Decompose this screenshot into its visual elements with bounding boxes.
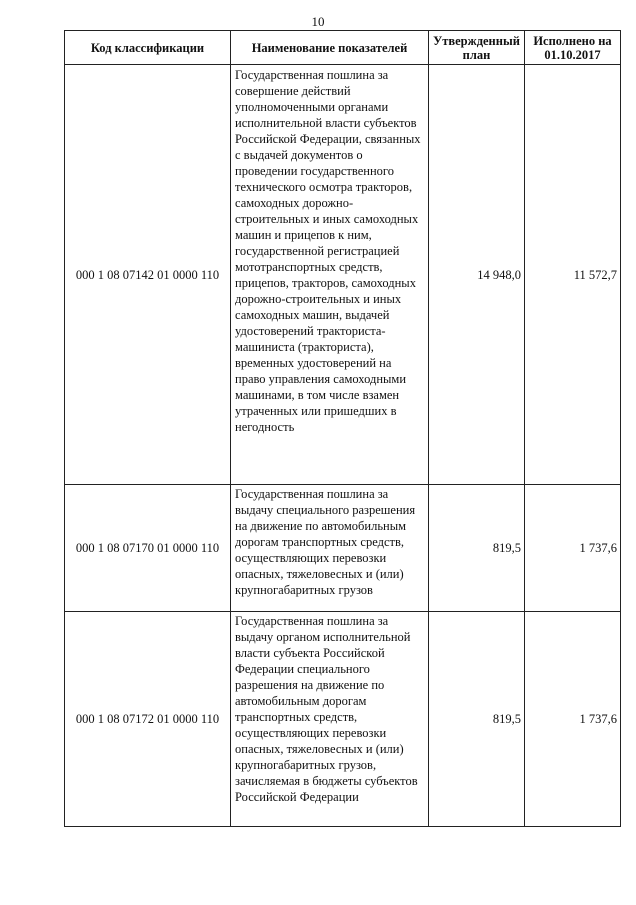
row-executed: 1 737,6 <box>525 612 621 827</box>
row-plan: 819,5 <box>429 485 525 612</box>
row-name-text: Государственная пошлина за совершение действий уполномоченными органами исполнительной власти субъектов Российской Федерации, связанных с выдачей документов о проведении государственного технического осмотра тракторов, самоходных дорожно-строительных и иных самоходных машин и прицепов к ним, государственной регистрацией мототранспортных средств, прицепов, тракторов, самоходных дорожно-строительных и иных самоходных машин, выдачей удостоверений тракториста-машиниста (тракториста), временных удостоверений на право управления самоходными машинами, в том числе взамен утраченных или пришедших в негодность <box>235 68 421 434</box>
table-row <box>65 612 621 827</box>
row-name-text: Государственная пошлина за выдачу специального разрешения на движение по автомобильным дорогам транспортных средств, осуществляющих перевозки опасных, тяжеловесных и (или) крупногабаритных грузов <box>235 487 416 597</box>
table-row <box>65 65 621 485</box>
header-executed: Исполнено на 01.10.2017 <box>525 31 621 65</box>
row-executed: 11 572,7 <box>525 65 621 485</box>
row-plan: 819,5 <box>429 612 525 827</box>
row-name-text: Государственная пошлина за выдачу органом исполнительной власти субъекта Российской Федерации специального разрешения на движение по автомобильным дорогам транспортных средств, осуществляющих перевозки опасных, тяжеловесных и (или) крупногабаритных грузов, зачисляемая в бюджеты субъектов Российской Федерации <box>235 614 418 804</box>
row-name <box>231 65 429 485</box>
row-code: 000 1 08 07170 01 0000 110 <box>65 485 231 612</box>
page-number: 10 <box>311 14 325 29</box>
table-row <box>65 485 621 612</box>
row-executed: 1 737,6 <box>525 485 621 612</box>
row-plan: 14 948,0 <box>429 65 525 485</box>
table-header-row <box>65 31 621 65</box>
header-code: Код классификации <box>65 31 231 65</box>
header-name: Наименование показателей <box>231 31 429 65</box>
row-code: 000 1 08 07142 01 0000 110 <box>65 65 231 485</box>
row-code: 000 1 08 07172 01 0000 110 <box>65 612 231 827</box>
row-name <box>231 485 429 612</box>
header-plan: Утвержденный план <box>429 31 525 65</box>
row-name <box>231 612 429 827</box>
budget-table <box>64 30 621 827</box>
